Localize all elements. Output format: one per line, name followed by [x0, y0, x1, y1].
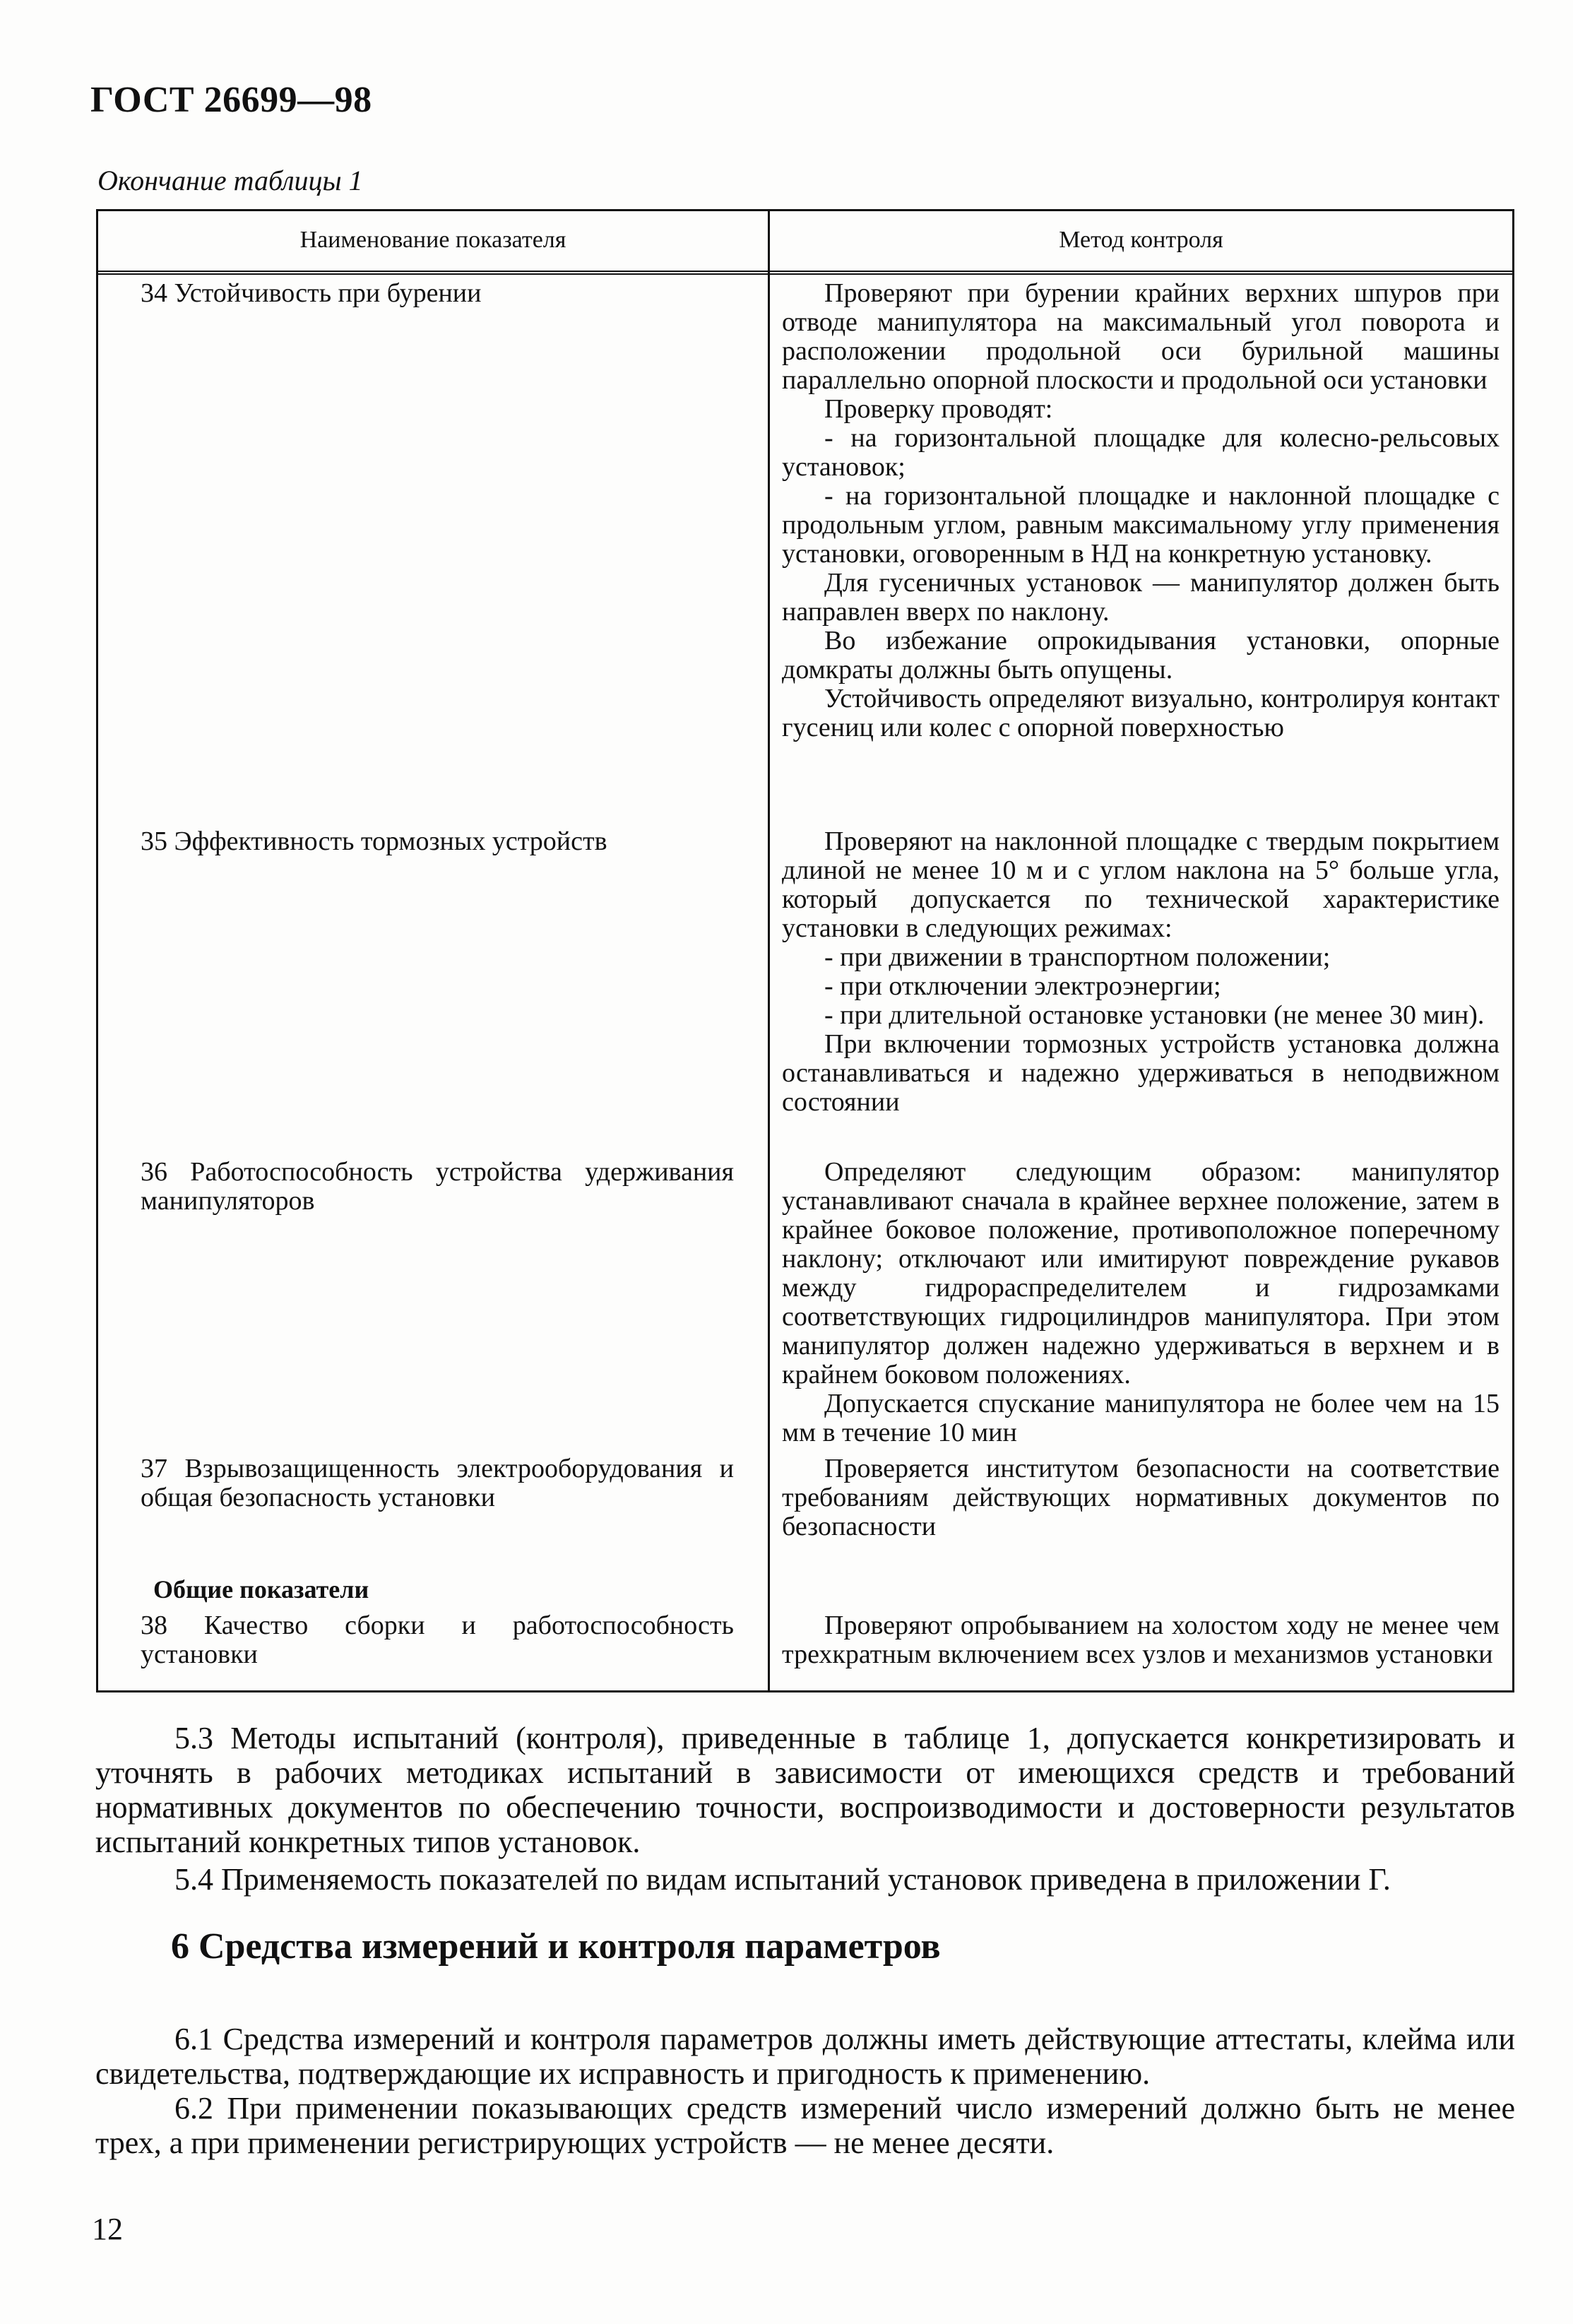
table-caption: Окончание таблицы 1 [97, 165, 363, 196]
method-paragraph: Проверяют при бурении крайних верхних шпуров при отводе манипулятора на максимальный угол поворота и расположении продольной оси бурильной машины параллельно опорной плоскости и продольной оси установки [782, 278, 1500, 395]
column-header-method: Метод контроля [1059, 227, 1223, 253]
column-header-name: Наименование показателя [299, 227, 566, 253]
method-paragraph: Проверяют на наклонной площадке с твердым покрытием длиной не менее 10 м и с углом наклона на 5° больше угла, который допускается по технической характеристике установки в следующих режимах: [782, 826, 1500, 943]
method-list-item: - при отключении электроэнергии; [824, 971, 1221, 1001]
row-38-name: 38 Качество сборки и работоспособность установки [141, 1611, 734, 1669]
method-paragraph: Для гусеничных установок — манипулятор должен быть направлен вверх по наклону. [782, 568, 1500, 627]
paragraph-6-2: 6.2 При применении показывающих средств измерений число измерений должно быть не менее трех, а при применении регистрирующих устройств — не менее десяти. [95, 2091, 1515, 2160]
method-paragraph: Проверяется институтом безопасности на соответствие требованиям действующих нормативных документов по безопасности [782, 1454, 1500, 1541]
table-header-row [98, 211, 1512, 275]
method-paragraph: Допускается спускание манипулятора не более чем на 15 мм в течение 10 мин [782, 1389, 1500, 1447]
method-paragraph: Проверяют опробыванием на холостом ходу не менее чем трехкратным включением всех узлов и механизмов установки [782, 1611, 1500, 1669]
document-header: ГОСТ 26699—98 [90, 80, 372, 120]
method-paragraph: Определяют следующим образом: манипулятор устанавливают сначала в крайнее верхнее положение, затем в крайнее боковое положение, противоположное поперечному наклону; отключают или имитируют повреждение рукавов между гидрораспределителем и гидрозамками соответствующих гидроцилиндров манипулятора. При этом манипулятор должен надежно удерживаться в верхнем и в крайнем боковом положениях. [782, 1157, 1500, 1389]
row-34-name: 34 Устойчивость при бурении [141, 278, 482, 308]
group-heading: Общие показатели [153, 1575, 369, 1603]
method-paragraph: Во избежание опрокидывания установки, опорные домкраты должны быть опущены. [782, 626, 1500, 684]
method-paragraph: Устойчивость определяют визуально, контролируя контакт гусениц или колес с опорной поверхностью [782, 684, 1500, 742]
row-34-method [782, 279, 1500, 742]
paragraph-6-1: 6.1 Средства измерений и контроля параметров должны иметь действующие аттестаты, клейма или свидетельства, подтверждающие их исправность и пригодность к применению. [95, 2022, 1515, 2091]
paragraph-5-3: 5.3 Методы испытаний (контроля), приведенные в таблице 1, допускается конкретизировать и уточнять в рабочих методиках испытаний в зависимости от имеющихся средств и требований нормативных документов по обеспечению точности, воспроизводимости и достоверности результатов испытаний конкретных типов установок. [95, 1721, 1515, 1859]
row-38-method [782, 1611, 1500, 1669]
row-35-name: 35 Эффективность тормозных устройств [141, 826, 607, 856]
method-list-item: - на горизонтальной площадке и наклонной площадке с продольным углом, равным максимальному углу применения установки, оговоренным в НД на конкретную установку. [782, 481, 1500, 569]
method-paragraph: При включении тормозных устройств установка должна останавливаться и надежно удерживаться в неподвижном состоянии [782, 1029, 1500, 1117]
method-paragraph: Проверку проводят: [824, 394, 1053, 424]
section-6-title: 6 Средства измерений и контроля параметров [171, 1926, 941, 1967]
method-list-item: - на горизонтальной площадке для колесно-рельсовых установок; [782, 423, 1500, 482]
row-36-name: 36 Работоспособность устройства удерживания манипуляторов [141, 1157, 734, 1216]
row-37-method [782, 1454, 1500, 1541]
table-1 [96, 209, 1514, 1692]
row-37-name: 37 Взрывозащищенность электрооборудования и общая безопасность установки [141, 1454, 734, 1512]
column-divider [768, 211, 770, 1690]
page-number: 12 [92, 2212, 123, 2246]
row-36-method [782, 1158, 1500, 1447]
row-35-method [782, 827, 1500, 1117]
method-list-item: - при длительной остановке установки (не менее 30 мин). [824, 1000, 1485, 1030]
paragraph-5-4: 5.4 Применяемость показателей по видам испытаний установок приведена в приложении Г. [174, 1862, 1391, 1897]
method-list-item: - при движении в транспортном положении; [824, 942, 1331, 972]
